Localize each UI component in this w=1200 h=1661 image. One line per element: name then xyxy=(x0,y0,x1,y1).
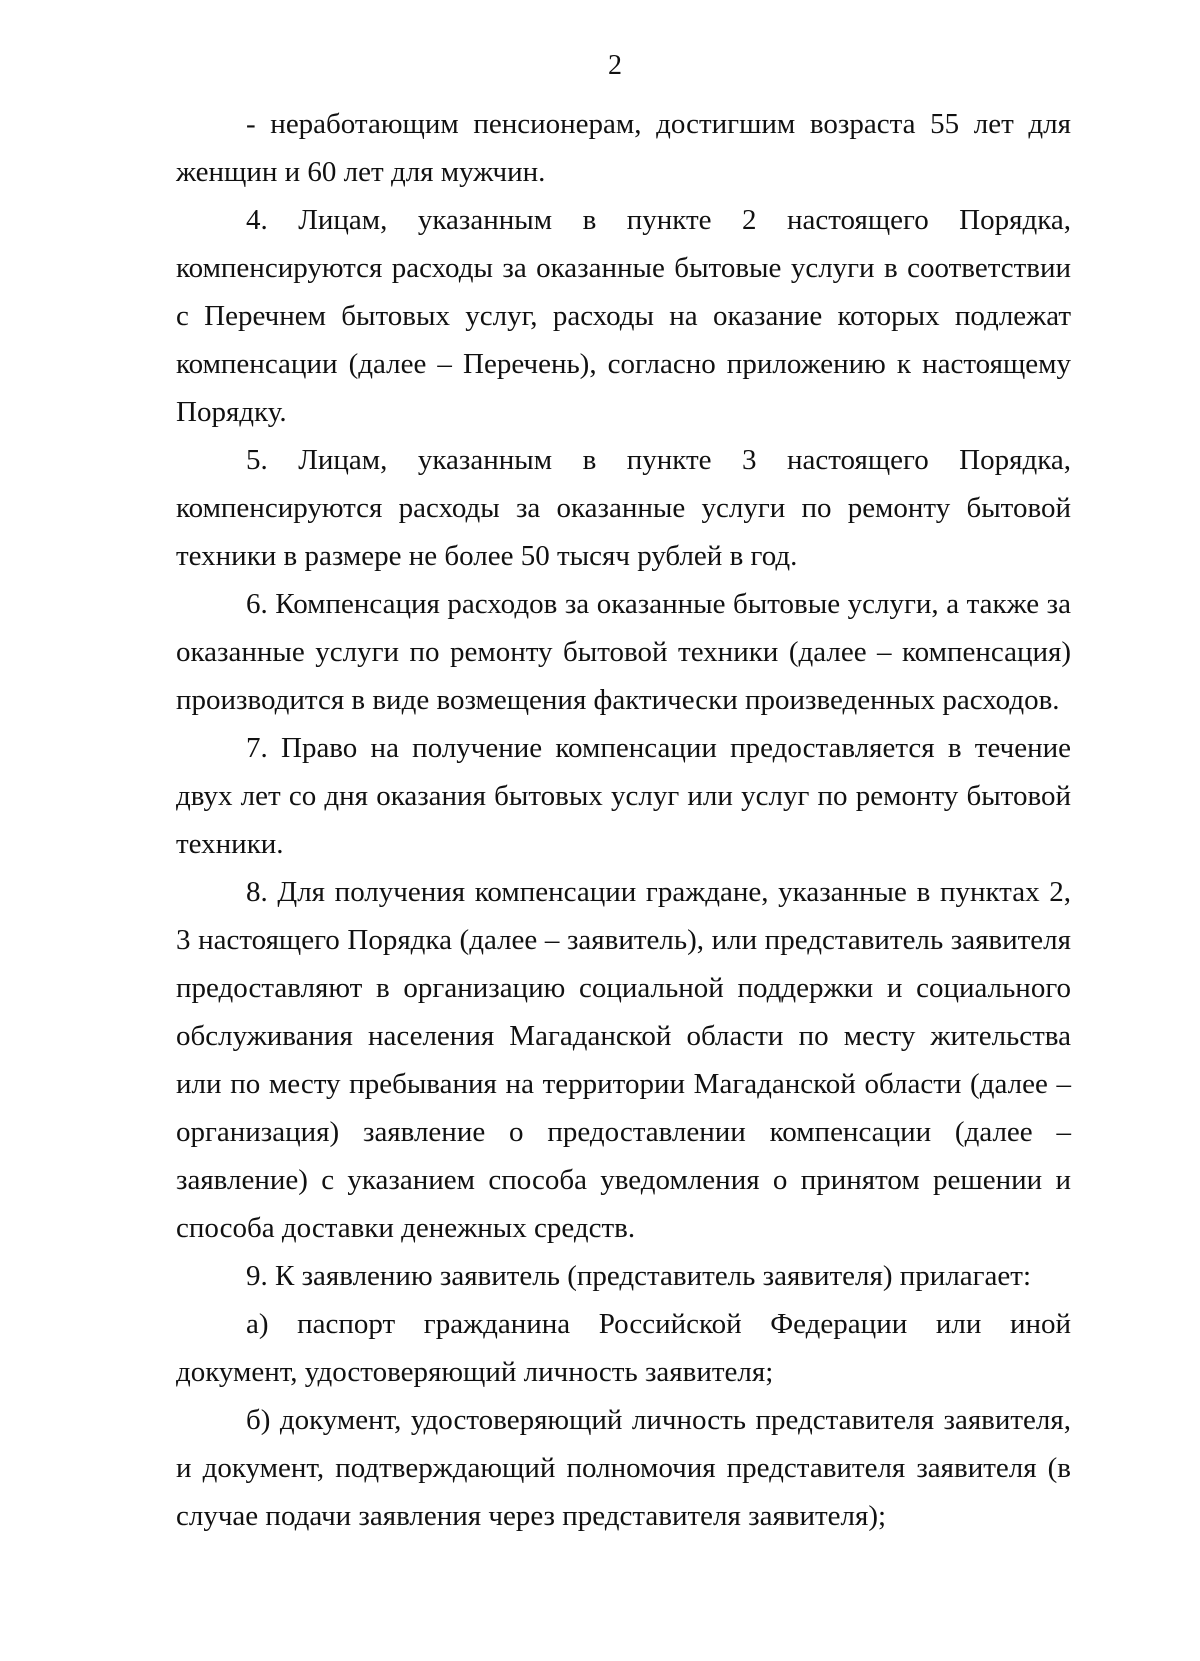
paragraph-item-5: 5. Лицам, указанным в пункте 3 настоящего Порядка, компенсируются расходы за оказанные услуги по ремонту бытовой техники в размере не более 50 тысяч рублей в год. xyxy=(176,444,1071,572)
paragraph-item-8: 8. Для получения компенсации граждане, указанные в пунктах 2, 3 настоящего Порядка (далее – заявитель), или представитель заявителя предоставляют в организацию социальной поддержки и социального обслуживания населения Магаданской области по месту жительства или по месту пребывания на территории Магаданской области (далее – организация) заявление о предоставлении компенсации (далее – заявление) с указанием способа уведомления о принятом решении и способа доставки денежных средств. xyxy=(176,876,1071,1244)
page-number: 2 xyxy=(608,50,622,81)
document-body xyxy=(176,100,1071,1540)
paragraph-item-6: 6. Компенсация расходов за оказанные бытовые услуги, а также за оказанные услуги по ремонту бытовой техники (далее – компенсация) производится в виде возмещения фактически произведенных расходов. xyxy=(176,588,1071,716)
paragraph-pensioners: - неработающим пенсионерам, достигшим возраста 55 лет для женщин и 60 лет для мужчин. xyxy=(176,108,1071,188)
paragraph-item-4: 4. Лицам, указанным в пункте 2 настоящего Порядка, компенсируются расходы за оказанные бытовые услуги в соответствии с Перечнем бытовых услуг, расходы на оказание которых подлежат компенсации (далее – Перечень), согласно приложению к настоящему Порядку. xyxy=(176,204,1071,428)
paragraph-item-9b: б) документ, удостоверяющий личность представителя заявителя, и документ, подтверждающий полномочия представителя заявителя (в случае подачи заявления через представителя заявителя); xyxy=(176,1404,1071,1532)
paragraph-item-7: 7. Право на получение компенсации предоставляется в течение двух лет со дня оказания бытовых услуг или услуг по ремонту бытовой техники. xyxy=(176,732,1071,860)
paragraph-item-9: 9. К заявлению заявитель (представитель заявителя) прилагает: xyxy=(246,1260,1032,1292)
paragraph-item-9a: а) паспорт гражданина Российской Федерации или иной документ, удостоверяющий личность заявителя; xyxy=(176,1308,1071,1388)
